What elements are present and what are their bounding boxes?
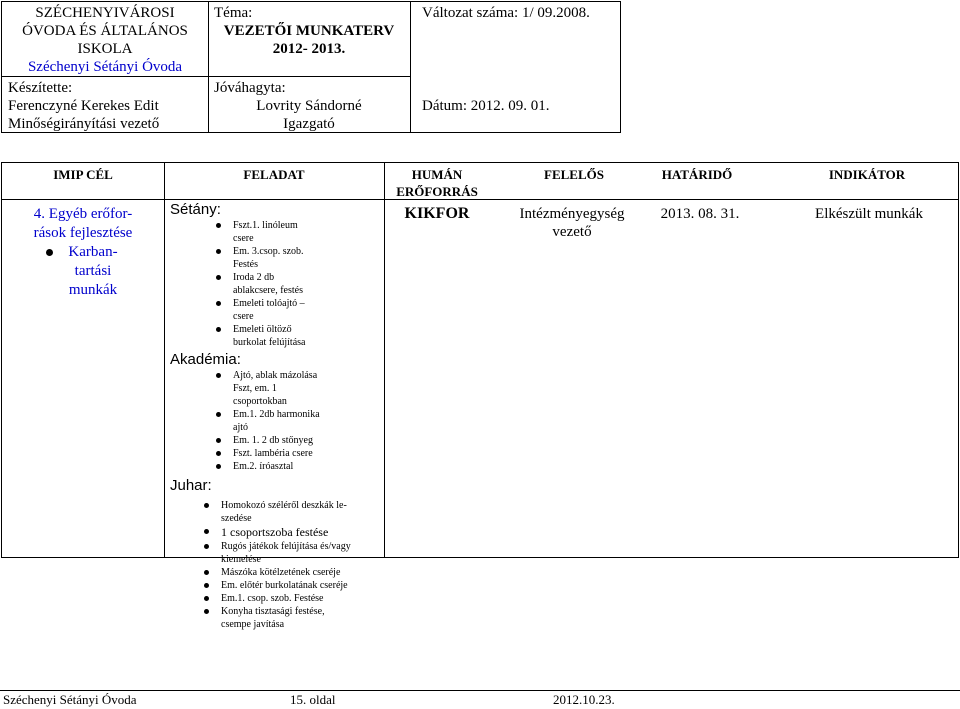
col-deadline-header: HATÁRIDŐ <box>661 167 733 182</box>
list-item: Emeleti tolóajtó – csere <box>214 297 319 323</box>
footer-unit: Széchenyi Sétányi Óvoda <box>3 692 137 707</box>
plan-table <box>1 162 959 630</box>
topic-block: Téma: VEZETŐI MUNKATERV 2012- 2013. <box>214 4 404 58</box>
col-task-header: FELADAT <box>243 167 305 182</box>
task-cell <box>170 201 380 631</box>
topic-title: VEZETŐI MUNKATERV <box>223 23 395 39</box>
list-item: Fszt.1. linóleum csere <box>214 219 319 245</box>
group-setany: Sétány: <box>170 201 221 218</box>
footer-divider <box>0 690 960 691</box>
prepared-by: Készítette: Ferenczyné Kerekes Edit Minőségirányítási vezető <box>8 80 160 132</box>
list-item: Rugós játékok felújítása és/vagy kiemelése <box>202 540 354 566</box>
list-item: Fszt. lambéria csere <box>214 447 324 460</box>
group-akademia-list <box>214 369 324 473</box>
list-item: Ajtó, ablak mázolása Fszt, em. 1 csoportokban <box>214 369 324 408</box>
list-item: Em. előtér burkolatának cseréje <box>202 579 354 592</box>
goal-bullet: Karban- tartási munkák <box>8 243 158 300</box>
unit-name: Széchenyi Sétányi Óvoda <box>27 59 183 75</box>
document-date: Dátum: 2012. 09. 01. <box>422 98 550 114</box>
list-item: Mászóka kötélzetének cseréje <box>202 566 354 579</box>
list-item: 1 csoportszoba festése <box>202 525 354 540</box>
group-juhar-list <box>202 499 354 631</box>
list-item: Em. 3.csop. szob. Festés <box>214 245 319 271</box>
group-setany-list <box>214 219 319 349</box>
list-item: Em.1. csop. szob. Festése <box>202 592 354 605</box>
goal-cell: 4. Egyéb erőfor- rások fejlesztése Karban- tartási munkák <box>8 205 158 300</box>
list-item: Emeleti öltöző burkolat felújítása <box>214 323 319 349</box>
resource-cell: KIKFOR <box>404 205 470 222</box>
list-item: Em.2. íróasztal <box>214 460 324 473</box>
col-indicator-header: INDIKÁTOR <box>828 167 906 182</box>
group-akademia: Akadémia: <box>170 351 241 368</box>
indicator-cell: Elkészült munkák <box>815 206 923 222</box>
list-item: Em.1. 2db harmonika ajtó <box>214 408 324 434</box>
col-responsible-header: FELELŐS <box>544 167 604 182</box>
version-number: Változat száma: 1/ 09.2008. <box>422 5 590 21</box>
document-header <box>1 1 621 133</box>
col-resource-header: HUMÁN ERŐFORRÁS <box>396 167 478 199</box>
deadline-cell: 2013. 08. 31. <box>660 206 740 222</box>
list-item: Homokozó széléről deszkák le-szedése <box>202 499 354 525</box>
list-item: Em. 1. 2 db stőnyeg <box>214 434 324 447</box>
footer-page: 15. oldal <box>290 692 336 707</box>
responsible-cell: Intézményegység vezető <box>519 206 625 240</box>
list-item: Konyha tisztasági festése, csempe javítása <box>202 605 354 631</box>
approved-by: Jóváhagyta: Lovrity Sándorné Igazgató <box>214 80 362 132</box>
footer-date: 2012.10.23. <box>553 692 615 707</box>
list-item: Iroda 2 db ablakcsere, festés <box>214 271 319 297</box>
institution-name: SZÉCHENYIVÁROSI ÓVODA ÉS ÁLTALÁNOS ISKOLA Széchenyi Sétányi Óvoda <box>2 4 208 76</box>
topic-year: 2012- 2013. <box>272 41 346 57</box>
col-goal-header: IMIP CÉL <box>53 167 113 182</box>
group-juhar: Juhar: <box>170 477 212 494</box>
